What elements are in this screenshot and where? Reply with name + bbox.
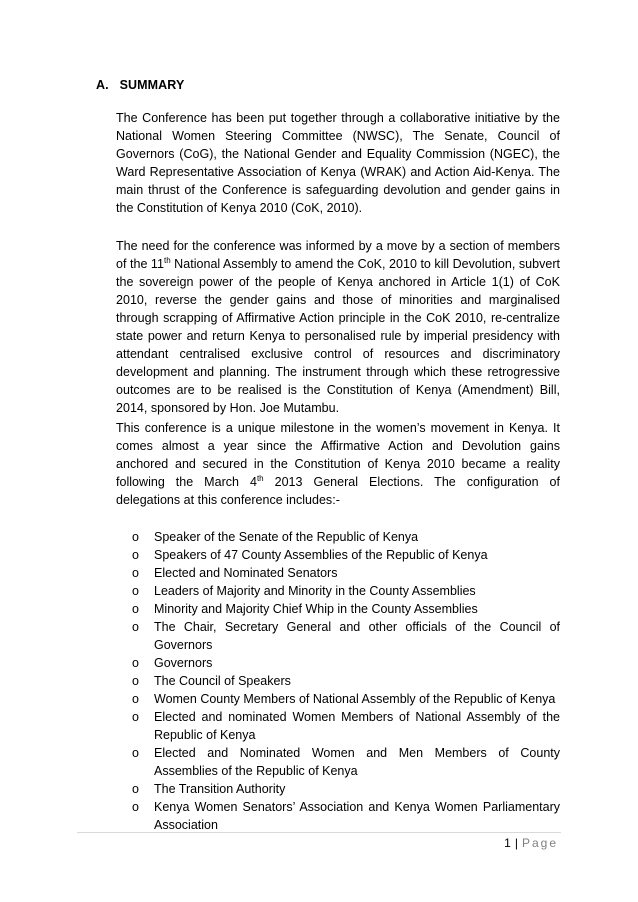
bullet-marker-icon: o	[132, 566, 139, 580]
bullet-marker-icon: o	[132, 530, 139, 544]
section-number: A.	[96, 78, 109, 92]
delegation-list-item	[116, 798, 560, 834]
bullet-marker-icon: o	[132, 692, 139, 706]
delegation-item-text: Speakers of 47 County Assemblies of the Republic of Kenya	[154, 548, 488, 562]
bullet-marker-icon: o	[132, 620, 139, 634]
delegation-list-item	[116, 582, 560, 600]
bullet-marker-icon: o	[132, 548, 139, 562]
delegation-list-item	[116, 654, 560, 672]
delegation-item-text: Minority and Majority Chief Whip in the County Assemblies	[154, 602, 478, 616]
bullet-marker-icon: o	[132, 782, 139, 796]
delegation-list-item	[116, 780, 560, 798]
delegation-list-item	[116, 744, 560, 780]
paragraph-text: The need for the conference was informed by a move by a section of members of the 11	[116, 239, 560, 271]
delegation-item-text: Speaker of the Senate of the Republic of Kenya	[154, 530, 419, 544]
delegation-list-item	[116, 528, 560, 546]
paragraph-conference-intro: The Conference has been put together through a collaborative initiative by the National Women Steering Committee (NWSC), The Senate, Council of Governors (CoG), the National Gender and Equality Commission (NGEC), the Ward Representative Association of Kenya (WRAK) and Action Aid-Kenya. The main thrust of the Conference is safeguarding devolution and gender gains in the Constitution of Kenya 2010 (CoK, 2010).	[116, 111, 560, 215]
delegation-item-text: Elected and nominated Women Members of National Assembly of the Republic of Kenya	[154, 710, 560, 742]
ordinal-suffix: th	[163, 255, 171, 265]
section-heading	[96, 78, 184, 92]
bullet-marker-icon: o	[132, 656, 139, 670]
delegation-list-item	[116, 690, 560, 708]
paragraph-text: National Assembly to amend the CoK, 2010 to kill Devolution, subvert the sovereign power of the people of Kenya anchored in Article 1(1) of CoK 2010, reverse the gender gains and those of minorities and marginalised through scrapping of Affirmative Action principle in the CoK 2010, re-centralize state power and return Kenya to personalised rule by imperial presidency with attendant centralised exclusive control of resources and discriminatory development and planning. The instrument through which these retrogressive outcomes are to be realised is the Constitution of Kenya (Amendment) Bill, 2014, sponsored by Hon. Joe Mutambu.	[116, 257, 560, 415]
delegation-list-item	[116, 546, 560, 564]
delegation-item-text: The Transition Authority	[154, 782, 286, 796]
delegation-list	[116, 528, 560, 834]
delegation-item-text: Elected and Nominated Women and Men Members of County Assemblies of the Republic of Kenya	[154, 746, 560, 778]
delegation-item-text: Governors	[154, 656, 213, 670]
section-title: SUMMARY	[119, 78, 185, 92]
delegation-list-item	[116, 618, 560, 654]
page-footer	[478, 836, 558, 850]
bullet-marker-icon: o	[132, 710, 139, 724]
paragraph-text: 2013 General Elections. The configuration of delegations at this conference includes:-	[116, 475, 560, 507]
footer-separator: |	[514, 836, 518, 850]
page-number: 1	[504, 836, 511, 850]
paragraph-conference-need	[116, 237, 560, 417]
paragraph-text: This conference is a unique milestone in the women’s movement in Kenya. It comes almost a year since the Affirmative Action and Devolution gains anchored and secured in the Constitution of Kenya 2010 became a reality following the March 4	[116, 421, 560, 489]
bullet-marker-icon: o	[132, 674, 139, 688]
bullet-marker-icon: o	[132, 746, 139, 760]
footer-divider	[77, 832, 561, 833]
delegation-item-text: The Chair, Secretary General and other officials of the Council of Governors	[154, 620, 560, 652]
delegation-list-item	[116, 564, 560, 582]
bullet-marker-icon: o	[132, 800, 139, 814]
delegation-item-text: Elected and Nominated Senators	[154, 566, 338, 580]
delegation-list-item	[116, 600, 560, 618]
delegation-list-item	[116, 708, 560, 744]
ordinal-suffix: th	[256, 473, 264, 483]
bullet-marker-icon: o	[132, 584, 139, 598]
delegation-item-text: The Council of Speakers	[154, 674, 291, 688]
delegation-item-text: Leaders of Majority and Minority in the County Assemblies	[154, 584, 476, 598]
bullet-marker-icon: o	[132, 602, 139, 616]
page-label: Page	[521, 836, 558, 850]
delegation-item-text: Women County Members of National Assembly of the Republic of Kenya	[154, 692, 556, 706]
delegation-item-text: Kenya Women Senators’ Association and Kenya Women Parliamentary Association	[154, 800, 560, 832]
paragraph-conference-milestone	[116, 419, 560, 509]
delegation-list-item	[116, 672, 560, 690]
